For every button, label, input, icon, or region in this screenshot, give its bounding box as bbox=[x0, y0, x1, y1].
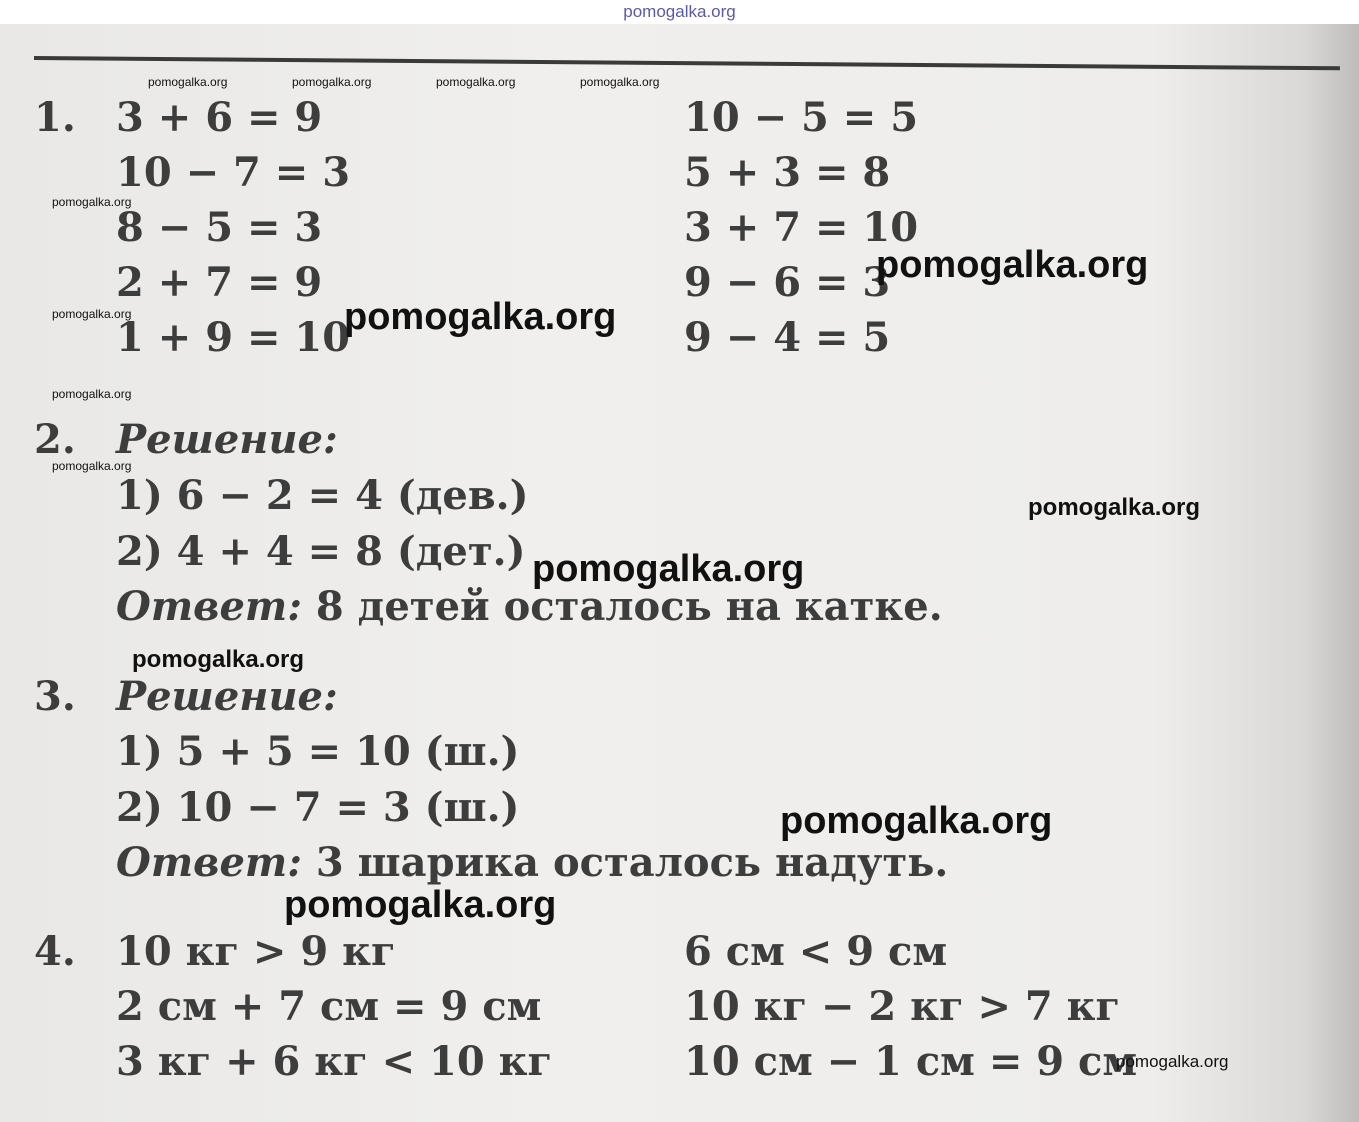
answer-text: 3 шарика осталось надуть. bbox=[315, 839, 949, 886]
equation: 10 − 7 = 3 bbox=[116, 149, 351, 196]
solution-heading: Решение: bbox=[116, 673, 338, 720]
solution-step: 1) 5 + 5 = 10 (ш.) bbox=[116, 728, 520, 775]
solution-step: 2) 10 − 7 = 3 (ш.) bbox=[116, 784, 520, 831]
comparison: 10 кг − 2 кг > 7 кг bbox=[684, 983, 1121, 1030]
watermark: pomogalka.org bbox=[532, 548, 805, 590]
equation: 5 + 3 = 8 bbox=[684, 149, 891, 196]
watermark: pomogalka.org bbox=[132, 646, 305, 673]
watermark: pomogalka.org bbox=[284, 884, 557, 926]
watermark: pomogalka.org bbox=[580, 75, 660, 89]
answer-line bbox=[116, 839, 949, 886]
equation: 9 − 6 = 3 bbox=[684, 259, 891, 306]
equation: 3 + 6 = 9 bbox=[116, 94, 323, 141]
watermark: pomogalka.org bbox=[52, 387, 132, 401]
watermark: pomogalka.org bbox=[292, 75, 372, 89]
solution-step: 1) 6 − 2 = 4 (дев.) bbox=[116, 472, 529, 519]
watermark: pomogalka.org bbox=[876, 244, 1149, 286]
equation: 3 + 7 = 10 bbox=[684, 204, 919, 251]
answer-label: Ответ: bbox=[116, 839, 302, 886]
watermark: pomogalka.org bbox=[780, 800, 1053, 842]
watermark: pomogalka.org bbox=[1116, 1052, 1229, 1071]
comparison: 10 кг > 9 кг bbox=[116, 928, 396, 975]
equation: 2 + 7 = 9 bbox=[116, 259, 323, 306]
equation: 9 − 4 = 5 bbox=[684, 314, 891, 361]
task-number: 1. bbox=[34, 94, 76, 141]
comparison: 2 см + 7 см = 9 см bbox=[116, 983, 542, 1030]
watermark: pomogalka.org bbox=[148, 75, 228, 89]
comparison: 3 кг + 6 кг < 10 кг bbox=[116, 1038, 553, 1085]
watermark: pomogalka.org bbox=[52, 195, 132, 209]
comparison: 10 см − 1 см = 9 см bbox=[684, 1038, 1138, 1085]
watermark: pomogalka.org bbox=[52, 307, 132, 321]
watermark: pomogalka.org bbox=[436, 75, 516, 89]
task-number: 3. bbox=[34, 673, 76, 720]
task-number: 2. bbox=[34, 416, 76, 463]
answer-line bbox=[116, 583, 943, 630]
watermark: pomogalka.org bbox=[1028, 494, 1201, 521]
comparison: 6 см < 9 см bbox=[684, 928, 948, 975]
task-number: 4. bbox=[34, 928, 76, 975]
watermark: pomogalka.org bbox=[344, 296, 617, 338]
answer-text: 8 детей осталось на катке. bbox=[315, 583, 943, 630]
answer-label: Ответ: bbox=[116, 583, 302, 630]
equation: 8 − 5 = 3 bbox=[116, 204, 323, 251]
equation: 10 − 5 = 5 bbox=[684, 94, 919, 141]
solution-heading: Решение: bbox=[116, 416, 338, 463]
watermark: pomogalka.org bbox=[52, 459, 132, 473]
solution-step: 2) 4 + 4 = 8 (дет.) bbox=[116, 528, 526, 575]
equation: 1 + 9 = 10 bbox=[116, 314, 351, 361]
top-watermark[interactable]: pomogalka.org bbox=[623, 2, 736, 21]
